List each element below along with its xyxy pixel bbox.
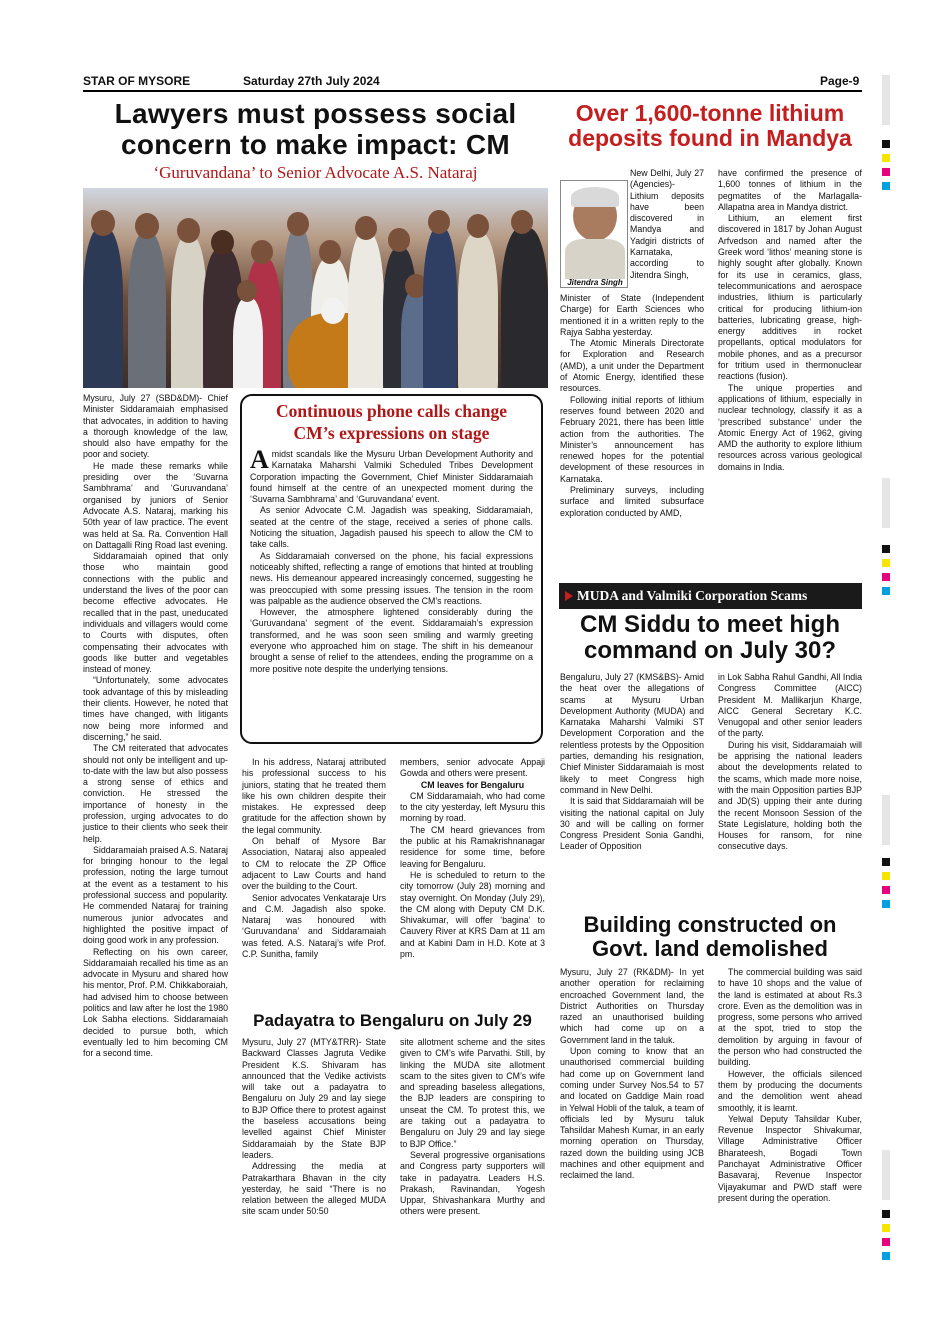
paragraph: However, the atmosphere lightened considerably during the ‘Guruvandana’ segment of the event. Siddaramaiah’s expression transformed, and he was soon seen smiling and warmly greeting everyone who approached him on stage. The shift in his demeanour brought a sense of relief to the attendees, ending the programme on a more positive note despite the underlying tensions. [250, 607, 533, 674]
padayatra-headline: Padayatra to Bengaluru on July 29 [253, 1011, 532, 1030]
paragraph: Senior advocates Venkataraje Urs and C.M. Jagadish also spoke. Nataraj was honoured with ‘Guruvandana’ and Siddaramaiah was feted. A.S. Nataraj’s wife Prof. C.P. Sunitha, family [242, 892, 386, 960]
muda-col1 [560, 672, 704, 853]
story1-col2 [242, 757, 386, 960]
paragraph: In his address, Nataraj attributed his professional success to his juniors, stating that he treated them like his own children despite their mistakes. He expressed deep gratitude for the affection shown by the legal community. [242, 757, 386, 835]
paragraph: Mysuru, July 27 (MTY&TRR)- State Backward Classes Jagruta Vedike President K.S. Shivaram has announced that the Vedike activists will take out a padayatra to Bengaluru on July 29 and lay siege to BJP Office there to protest against the baseless accusations being levelled against Chief Minister Siddaramaiah by the State BJP leaders. [242, 1037, 386, 1160]
paragraph: During his visit, Siddaramaiah will be apprising the national leaders about the developments related to the scams, which made more noise, with the main Opposition parties BJP and JD(S) upping their ante during the recent Monsoon Session of the State Legislature, holding both the Houses for ransom, for nine consecutive days. [718, 739, 862, 852]
paragraph: He made these remarks while presiding over the ‘Suvarna Sambhrama’ and ‘Guruvandana’ organised by juniors of Senior Advocate A.S. Nataraj, marking his 50th year of law practice. The event was held at Sa. Ra. Convention Hall on Dattagalli Ring Road last evening. [83, 460, 228, 550]
story1-headline-line1: Lawyers must possess social [114, 98, 517, 129]
paragraph: On behalf of Mysore Bar Association, Nataraj also appealed to CM to relocate the ZP Office adjacent to Law Courts and hand over the building to the Court. [242, 836, 386, 892]
building-headline [557, 913, 863, 961]
building-headline-line1: Building constructed on [583, 912, 837, 937]
building-col2 [718, 967, 862, 1204]
muda-col2 [718, 672, 862, 853]
story1-headline [83, 99, 548, 161]
jitendra-singh-photo [560, 180, 628, 288]
paragraph: Mysuru, July 27 (SBD&DM)- Chief Minister Siddaramaiah emphasised that advocates, in addition to having a thorough knowledge of the law, should also have empathy for the poor and society. [83, 393, 228, 460]
paragraph: However, the officials silenced them by producing the documents and the demolition went ahead smoothly, it is learnt. [718, 1068, 862, 1113]
lithium-col2 [718, 168, 862, 473]
box-body [250, 445, 533, 675]
lithium-headline-line1: Over 1,600-tonne lithium [575, 100, 845, 126]
print-mark-grey [882, 1150, 890, 1200]
paragraph: Siddaramaiah opined that only those who maintain good connections with the public and understand the lives of the poor can become effective advocates. He recalled that in the past, uneducated individuals and villagers would come to Courts with disputes, often compensating their advocates with goods like butter and vegetables instead of money. [83, 551, 228, 675]
paragraph: Reflecting on his own career, Siddaramaiah recalled his time as an advocate in Mysuru and shared how his mentor, Prof. P.M. Chikkaboraiah, had advised him to choose between politics and law after he lost the 1980 Lok Sabha elections. Siddaramaiah decided to pursue both, which eventually led to him becoming CM for a second time. [83, 946, 228, 1059]
cmyk-strip-1 [882, 140, 890, 192]
paragraph: The CM heard grievances from the public at his Ramakrishnanagar residence for some time, before leaving for Bengaluru. [400, 824, 545, 869]
paragraph: Minister of State (Independent Charge) for Earth Sciences who mentioned it in a written reply to the Rajya Sabha yesterday. [560, 293, 704, 337]
paragraph: As senior Advocate C.M. Jagadish was speaking, Siddaramaiah, seated at the centre of the stage, received a series of phone calls. Noticing the situation, Jagadish paused his speech to allow the CM to take calls. [250, 505, 533, 550]
paragraph: Upon coming to know that an unauthorised commercial building had come up on Government land coming under Survey Nos.54 to 57 and located on Gaddige Main road in Yelwal Hobli of the taluk, a team of officials led by Mysuru taluk Tahsildar Mahesh Kumar, in an early morning operation on Thursday, razed down the building using JCB machines and other equipment and reclaimed the land. [560, 1046, 704, 1181]
paragraph: Siddaramaiah praised A.S. Nataraj for bringing honour to the legal profession, noting the large turnout at the event as a testament to his professional success and popularity. He commended Nataraj for training numerous junior advocates and highlighted the positive impact of doing good work in any profession. [83, 844, 228, 946]
newspaper-name: STAR OF MYSORE [83, 74, 191, 88]
lithium-col1-top: New Delhi, July 27 (Agencies)- Lithium deposits have been discovered in Mandya and Yadgiri districts of Karnataka, according to Jitendra Singh, [630, 168, 704, 280]
photo-caption: Jitendra Singh [567, 278, 623, 287]
arrow-icon [565, 591, 573, 601]
page-number: Page-9 [820, 74, 860, 88]
issue-date: Saturday 27th July 2024 [243, 74, 380, 88]
paragraph: As Siddaramaiah conversed on the phone, his facial expressions noticeably shifted, reflecting a range of emotions that hinted at troubling news. His demeanour appeared increasingly concerned, suggesting he was preoccupied with some pressing issues. The tension in the room was palpable as the audience observed the CM’s reactions. [250, 550, 533, 606]
paragraph: in Lok Sabha Rahul Gandhi, All India Congress Committee (AICC) President M. Mallikarjun Kharge, AICC General Secretary K.C. Venugopal and other senior leaders of the party. [718, 672, 862, 739]
kicker-label: MUDA and Valmiki Corporation Scams [577, 588, 808, 603]
story1-col1 [83, 393, 228, 1060]
paragraph: Following initial reports of lithium reserves found between 2020 and February 2021, there has been little action from the authorities. The Minister’s announcement has renewed hopes for the potential development of these resources in Karnataka. [560, 394, 704, 484]
paragraph: The Atomic Minerals Directorate for Exploration and Research (AMD), a unit under the Department of Atomic Energy, identified these resources. [560, 338, 704, 394]
story1-headline-line2: concern to make impact: CM [121, 128, 510, 160]
print-mark-grey [882, 795, 890, 845]
event-photo [83, 188, 548, 388]
header-rule [83, 90, 862, 92]
paragraph: have confirmed the presence of 1,600 tonnes of lithium in the pegmatites of the Marlagalla-Allapatna area in Mandya district. [718, 168, 862, 212]
cmyk-strip-2 [882, 545, 890, 597]
print-mark-grey [882, 478, 890, 528]
padayatra-col2 [400, 1037, 545, 1218]
subheading: CM leaves for Bengaluru [420, 779, 525, 790]
sidebar-box [240, 394, 543, 744]
padayatra-col1 [242, 1037, 386, 1218]
cmyk-strip-4 [882, 1210, 890, 1262]
box-title-line2: CM’s expressions on stage [293, 423, 490, 443]
story1-subhead: ‘Guruvandana’ to Senior Advocate A.S. Nataraj [153, 163, 478, 182]
paragraph: Yelwal Deputy Tahsildar Kuber, Revenue Inspector Shivakumar, Village Administrative Officer Bharateesh, Bogadi Town Panchayat Administrative Officer Basavaraj, Revenue Inspector Vijayakumar and PWD staff were present during the operation. [718, 1113, 862, 1203]
print-mark-grey [882, 75, 890, 125]
cmyk-strip-3 [882, 858, 890, 910]
box-title-line1: Continuous phone calls change [276, 401, 507, 421]
paragraph: CM Siddaramaiah, who had come to the city yesterday, left Mysuru this morning by road. [400, 790, 545, 824]
paragraph: Preliminary surveys, including surface and limited subsurface exploration conducted by AMD, [560, 485, 704, 518]
building-col1 [560, 967, 704, 1182]
lithium-col1 [560, 293, 704, 519]
muda-headline-line2: command on July 30? [583, 637, 837, 665]
paragraph: The CM reiterated that advocates should not only be intelligent and up-to-date with the law but also possess a strong sense of ethics and conviction. He stressed the importance of honesty in the profession, urging advocates to do justice to their clients who seek their help. [83, 743, 228, 844]
paragraph: site allotment scheme and the sites given to CM’s wife Parvathi. Still, by linking the MUDA site allotment scam to the sites given to CM’s wife and spreading baseless allegations, the BJP leaders are conspiring to unseat the CM. To protest this, we are taking out a padayatra to Bengaluru on July 29 and lay siege to BJP Office.” [400, 1037, 545, 1149]
paragraph: Several progressive organisations and Congress party supporters will take in padayatra. Leaders H.S. Prakash, Ravinandan, Yogesh Uppar, Shivashankara Murthy and others were present. [400, 1149, 545, 1217]
story1-col3 [400, 757, 545, 960]
paragraph: Bengaluru, July 27 (KMS&BS)- Amid the heat over the allegations of scams at Mysuru Urban Development Authority (MUDA) and Karnataka Maharshi Valmiki ST Development Corporation and the relentless protests by the Opposition parties, demanding his resignation, Chief Minister Siddaramaiah is most likely to meet Congress high command in New Delhi. [560, 672, 704, 795]
paragraph: Lithium, an element first discovered in 1817 by Johan August Arfvedson and named after the Greek word ‘lithos’ meaning stone is highly sought after globally. Known for its use in ceramics, glass, telecommunications and aerospace industries, lithium is particularly critical for producing lithium-ion batteries, lubricating grease, high-energy additives in rocket propellants, optical modulators for mobile phones, and as a precursor for tritium used in thermonuclear reactions (fusion). [718, 213, 862, 382]
paragraph: “Unfortunately, some advocates took advantage of this by misleading their clients. However, he noted that times have changed, with litigants now being more informed and discerning,” he said. [83, 675, 228, 742]
paragraph: The unique properties and applications of lithium, especially in nuclear technology, classify it as a ‘prescribed substance’ under the Atomic Energy Act of 1962, giving AMD the authority to explore lithium resources across various geological domains in India. [718, 382, 862, 472]
muda-kicker [559, 583, 862, 609]
paragraph: Mysuru, July 27 (RK&DM)- In yet another operation for reclaiming encroached Government land, the District Authorities on Thursday razed an unauthorised building which had come up on a Government land in the taluk. [560, 967, 704, 1045]
muda-headline-line1: CM Siddu to meet high [580, 611, 840, 638]
paragraph: It is said that Siddaramaiah will be visiting the national capital on July 30 and will be calling on former Congress President Sonia Gandhi, Leader of Opposition [560, 796, 704, 852]
box-title [250, 400, 533, 444]
muda-headline [557, 612, 863, 665]
paragraph: midst scandals like the Mysuru Urban Development Authority and Karnataka Maharshi Valmiki Scheduled Tribes Development Corporation impacting the Government, Chief Minister Siddaramaiah found himself at the centre of an unexpected moment during the ‘Suvarna Sambhrama’ and ‘Guruvandana’ event. [250, 449, 533, 505]
paragraph: Addressing the media at Patrakarthara Bhavan in the city yesterday, he said “There is no relation between the alleged MUDA site scam under 50:50 [242, 1161, 386, 1217]
building-headline-line2: Govt. land demolished [592, 936, 828, 962]
lithium-headline-line2: deposits found in Mandya [568, 125, 852, 152]
paragraph: members, senior advocate Appaji Gowda and others were present. [400, 757, 545, 779]
drop-cap: A [250, 445, 269, 474]
paragraph: The commercial building was said to have 10 shops and the value of the land is estimated at about Rs.3 crore. Even as the demolition was in progress, some persons who arrived at the spot, tried to stop the demolition by arguing in favour of the person who had constructed the building. [718, 967, 862, 1068]
paragraph: He is scheduled to return to the city tomorrow (July 28) morning and stay overnight. On Monday (July 29), the CM along with Deputy CM D.K. Shivakumar, will offer ‘bagina’ to Cauvery River at KRS Dam at 11 am and at Kabini Dam in H.D. Kote at 3 pm. [400, 869, 545, 960]
lithium-headline [557, 101, 863, 152]
